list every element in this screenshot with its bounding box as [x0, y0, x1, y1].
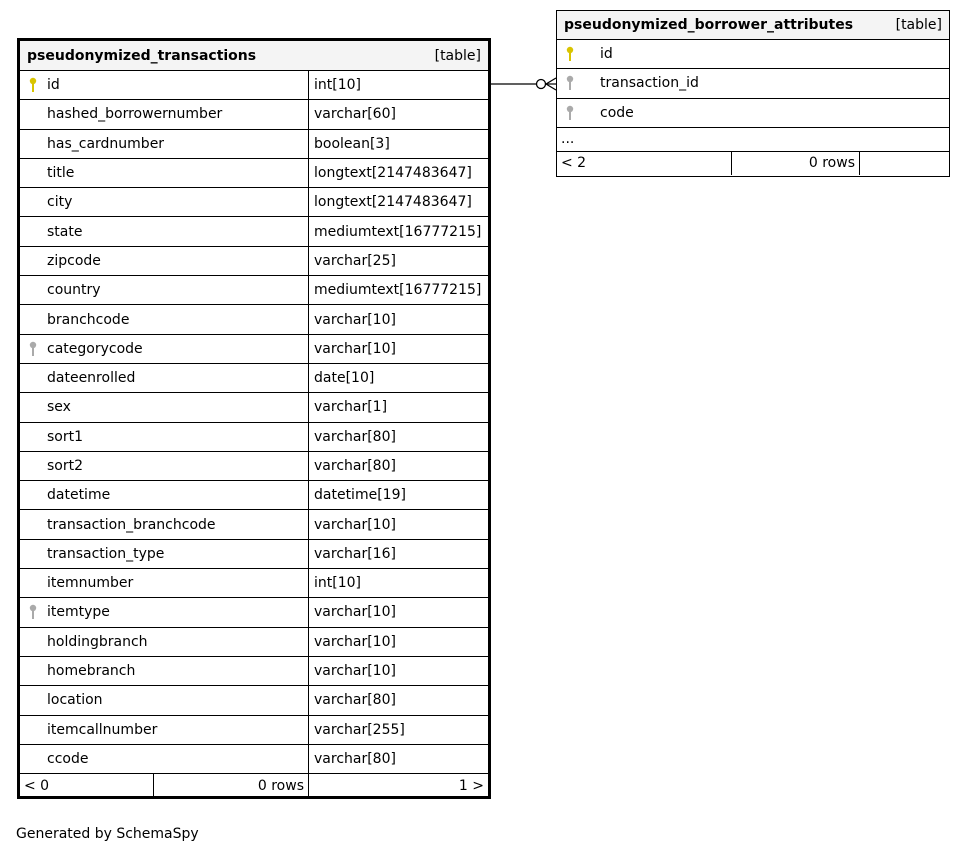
column-row[interactable]: [20, 686, 488, 715]
column-name-text: sex: [47, 399, 71, 416]
column-name: [20, 247, 309, 275]
column-type: varchar[60]: [314, 106, 396, 123]
column-type: longtext[2147483647]: [314, 165, 472, 182]
table-footer: [20, 774, 488, 797]
column-row[interactable]: [557, 99, 949, 128]
column-row[interactable]: [20, 540, 488, 569]
column-type: longtext[2147483647]: [314, 194, 472, 211]
column-name-text: itemtype: [47, 604, 110, 621]
table-name[interactable]: pseudonymized_transactions: [27, 47, 257, 64]
more-columns-ellipsis: ...: [557, 128, 949, 152]
many-crowfoot-marker: [546, 78, 556, 84]
column-name-text: itemcallnumber: [47, 721, 158, 738]
table-name[interactable]: pseudonymized_borrower_attributes: [564, 17, 854, 33]
column-name-text: country: [47, 282, 101, 299]
table-pseudonymized-transactions[interactable]: [17, 38, 491, 799]
column-type: varchar[80]: [314, 692, 396, 709]
column-name: [20, 423, 309, 451]
row-count: 0 rows: [154, 774, 309, 797]
column-name: [20, 364, 309, 392]
column-name-text: location: [47, 692, 103, 709]
column-row[interactable]: [20, 452, 488, 481]
children-count: [860, 152, 949, 175]
column-type: varchar[80]: [314, 750, 396, 767]
column-row[interactable]: [20, 423, 488, 452]
column-row[interactable]: [20, 217, 488, 246]
column-row[interactable]: [20, 510, 488, 539]
column-name-text: itemnumber: [47, 575, 134, 592]
column-name: [20, 569, 309, 597]
column-name: [20, 628, 309, 656]
column-list: [557, 40, 949, 128]
column-row[interactable]: [20, 628, 488, 657]
foreign-key-icon: [565, 75, 575, 91]
column-name-text: city: [47, 194, 73, 211]
table-header[interactable]: [20, 41, 488, 71]
column-type: varchar[1]: [314, 399, 388, 416]
column-row[interactable]: [20, 159, 488, 188]
column-name: [20, 159, 309, 187]
column-row[interactable]: [557, 40, 949, 69]
column-type: datetime[19]: [314, 487, 406, 504]
parents-count[interactable]: < 0: [20, 774, 154, 797]
column-row[interactable]: [20, 276, 488, 305]
column-row[interactable]: [20, 393, 488, 422]
column-type: varchar[10]: [314, 311, 396, 328]
column-row[interactable]: [20, 716, 488, 745]
column-name-text: id: [47, 77, 60, 94]
column-row[interactable]: [20, 569, 488, 598]
column-row[interactable]: [20, 100, 488, 129]
column-name-text: ccode: [47, 750, 89, 767]
primary-key-icon: [565, 46, 575, 62]
column-name-text: id: [600, 46, 613, 63]
column-name: [20, 452, 309, 480]
column-name-text: code: [600, 104, 634, 121]
column-type: int[10]: [314, 575, 361, 592]
column-type: mediumtext[16777215]: [314, 282, 482, 299]
column-name: [20, 217, 309, 245]
column-type: int[10]: [314, 77, 361, 94]
column-name-text: sort1: [47, 428, 84, 445]
column-name: [557, 40, 949, 68]
column-name: [20, 188, 309, 216]
column-type: varchar[10]: [314, 516, 396, 533]
column-name: [20, 716, 309, 744]
column-name-text: zipcode: [47, 252, 101, 269]
column-name-text: transaction_branchcode: [47, 516, 216, 533]
column-name-text: state: [47, 223, 83, 240]
column-name-text: dateenrolled: [47, 370, 136, 387]
column-name: [20, 100, 309, 128]
column-type: varchar[80]: [314, 428, 396, 445]
column-row[interactable]: [557, 69, 949, 98]
column-row[interactable]: [20, 335, 488, 364]
column-row[interactable]: [20, 364, 488, 393]
column-name: [20, 745, 309, 773]
foreign-key-icon: [565, 105, 575, 121]
column-name-text: datetime: [47, 487, 111, 504]
column-name-text: transaction_type: [47, 545, 165, 562]
column-name: [20, 335, 309, 363]
column-name: [557, 69, 949, 97]
column-name: [20, 130, 309, 158]
column-name-text: branchcode: [47, 311, 130, 328]
table-header[interactable]: [557, 11, 949, 40]
column-row[interactable]: [20, 598, 488, 627]
column-name: [557, 99, 949, 127]
children-count[interactable]: 1 >: [458, 777, 484, 794]
column-name: [20, 481, 309, 509]
column-type: mediumtext[16777215]: [314, 223, 482, 240]
column-type: varchar[16]: [314, 545, 396, 562]
column-name-text: has_cardnumber: [47, 135, 165, 152]
column-type: varchar[25]: [314, 252, 396, 269]
zero-cardinality-marker: [537, 80, 546, 89]
column-type: varchar[10]: [314, 340, 396, 357]
column-list: [20, 71, 488, 774]
row-count: 0 rows: [732, 152, 860, 175]
table-pseudonymized-borrower-attributes[interactable]: [556, 10, 950, 177]
table-footer: [557, 152, 949, 175]
column-row[interactable]: [20, 745, 488, 774]
column-type: varchar[10]: [314, 604, 396, 621]
column-name: [20, 393, 309, 421]
column-type: date[10]: [314, 370, 375, 387]
column-name: [20, 686, 309, 714]
column-name-text: holdingbranch: [47, 633, 148, 650]
column-name-text: sort2: [47, 458, 84, 474]
column-name: [20, 657, 309, 685]
column-name: [20, 598, 309, 626]
column-name: [20, 305, 309, 333]
column-type: varchar[10]: [314, 633, 396, 650]
foreign-key-icon: [28, 604, 38, 620]
column-name-text: homebranch: [47, 663, 136, 680]
foreign-key-icon: [28, 341, 38, 357]
column-name: [20, 71, 309, 99]
generated-by-label: Generated by SchemaSpy: [16, 826, 199, 842]
column-row[interactable]: [20, 188, 488, 217]
column-type: varchar[10]: [314, 663, 396, 680]
table-type-label: [table]: [895, 17, 942, 33]
column-type: varchar[80]: [314, 458, 396, 474]
column-name: [20, 540, 309, 568]
column-name: [20, 276, 309, 304]
column-row[interactable]: [20, 130, 488, 159]
primary-key-icon: [28, 77, 38, 93]
column-name-text: hashed_borrowernumber: [47, 106, 223, 123]
column-type: varchar[255]: [314, 721, 405, 738]
column-row[interactable]: [20, 481, 488, 510]
column-name-text: categorycode: [47, 340, 143, 357]
column-row[interactable]: [20, 657, 488, 686]
table-type-label: [table]: [434, 47, 481, 64]
column-row[interactable]: [20, 247, 488, 276]
column-type: boolean[3]: [314, 135, 390, 152]
column-row[interactable]: [20, 305, 488, 334]
column-name-text: transaction_id: [600, 75, 699, 92]
column-name-text: title: [47, 165, 75, 182]
column-name: [20, 510, 309, 538]
column-row[interactable]: [20, 71, 488, 100]
parents-count[interactable]: < 2: [557, 152, 732, 175]
